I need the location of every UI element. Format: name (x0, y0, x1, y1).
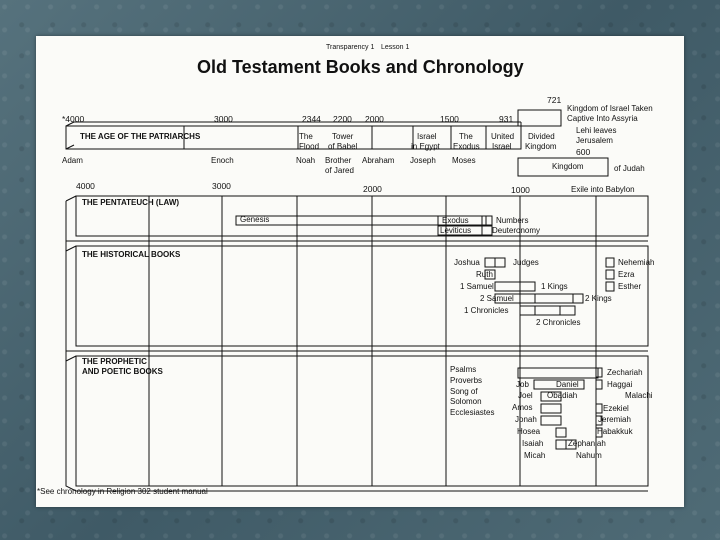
book-label: Ruth (476, 270, 493, 279)
book-label: 2 Kings (585, 294, 612, 303)
year-label: 3000 (212, 181, 231, 191)
book-label: Proverbs (450, 376, 483, 385)
event-label: Tower (332, 132, 354, 141)
year-label: 3000 (214, 114, 233, 124)
event-label: Kingdom of Israel Taken (567, 104, 653, 113)
event-label: of Babel (328, 142, 358, 151)
section-label: THE AGE OF THE PATRIARCHS (80, 132, 201, 141)
book-label: Haggai (607, 380, 633, 389)
book-label: Leviticus (440, 226, 472, 235)
event-label: The (459, 132, 473, 141)
year-label: 2000 (363, 184, 382, 194)
page-title: Old Testament Books and Chronology (197, 57, 524, 77)
book-label: 1 Kings (541, 282, 568, 291)
event-label: Israel (492, 142, 512, 151)
year-label: 2200 (333, 114, 352, 124)
section-label: AND POETIC BOOKS (82, 367, 163, 376)
event-label: Kingdom (552, 162, 584, 171)
event-label: Kingdom (525, 142, 557, 151)
year-label: 4000 (76, 181, 95, 191)
year-label: 1000 (511, 185, 530, 195)
event-label: Moses (452, 156, 476, 165)
book-label: Numbers (496, 216, 529, 225)
section-label: THE PROPHETIC (82, 357, 147, 366)
book-label: Genesis (240, 215, 270, 224)
book-label: 1 Chronicles (464, 306, 509, 315)
book-label: Job (516, 380, 529, 389)
event-label: Lehi leaves (576, 126, 617, 135)
book-label: Joshua (454, 258, 480, 267)
book-label: Nehemiah (618, 258, 655, 267)
book-label: Ezekiel (603, 404, 629, 413)
kingdom-israel-box (518, 110, 561, 126)
event-label: Enoch (211, 156, 234, 165)
event-label: Israel (417, 132, 437, 141)
event-label: Abraham (362, 156, 395, 165)
event-label: The (299, 132, 313, 141)
book-label: 2 Chronicles (536, 318, 581, 327)
book-label: Jeremiah (598, 415, 631, 424)
book-label: Habakkuk (597, 427, 633, 436)
book-label: Ecclesiastes (450, 408, 495, 417)
book-label: Micah (524, 451, 546, 460)
book-label: Isaiah (522, 439, 544, 448)
event-label: Exodus (453, 142, 480, 151)
book-label: Obadiah (547, 391, 578, 400)
event-label: Noah (296, 156, 316, 165)
event-label: Flood (299, 142, 320, 151)
event-label: Brother (325, 156, 352, 165)
transparency-label: Transparency 1 (326, 44, 375, 51)
event-label: Joseph (410, 156, 436, 165)
book-label: Esther (618, 282, 642, 291)
footnote: *See chronology in Religion 302 student manual (37, 487, 208, 496)
book-label: 1 Samuel (460, 282, 494, 291)
book-label: Song of (450, 387, 478, 396)
book-label: Solomon (450, 397, 482, 406)
book-label: Judges (513, 258, 539, 267)
year-label: 2344 (302, 114, 321, 124)
book-label: Zephaniah (568, 439, 606, 448)
book-label: Jonah (515, 415, 537, 424)
event-label: Exile into Babylon (571, 185, 635, 194)
event-label: Adam (62, 156, 83, 165)
event-label: in Egypt (411, 142, 440, 151)
event-label: of Judah (614, 164, 645, 173)
event-label: Captive Into Assyria (567, 114, 638, 123)
book-label: Zechariah (607, 368, 643, 377)
book-label: Malachi (625, 391, 653, 400)
book-label: Ezra (618, 270, 635, 279)
event-label: Divided (528, 132, 555, 141)
book-label: Hosea (517, 427, 541, 436)
year-label: 600 (576, 147, 591, 157)
book-label: Nahum (576, 451, 602, 460)
year-label: 2000 (365, 114, 384, 124)
event-label: Jerusalem (576, 136, 613, 145)
event-label: of Jared (325, 166, 354, 175)
book-label: Exodus (442, 216, 469, 225)
book-label: Joel (518, 391, 533, 400)
year-label: *4000 (62, 114, 85, 124)
book-label: Psalms (450, 365, 477, 374)
year-label: 1500 (440, 114, 459, 124)
event-label: United (491, 132, 515, 141)
transparency-sheet (36, 36, 684, 507)
section-label: THE HISTORICAL BOOKS (82, 250, 181, 259)
book-label: Daniel (556, 380, 579, 389)
year-label: 721 (547, 95, 562, 105)
book-label: 2 Samuel (480, 294, 514, 303)
historical-frame (76, 246, 648, 346)
year-label: 931 (499, 114, 514, 124)
section-label: THE PENTATEUCH (LAW) (82, 198, 180, 207)
lesson-label: Lesson 1 (381, 44, 410, 51)
book-label: Deuteronomy (492, 226, 541, 235)
book-label: Amos (512, 403, 533, 412)
